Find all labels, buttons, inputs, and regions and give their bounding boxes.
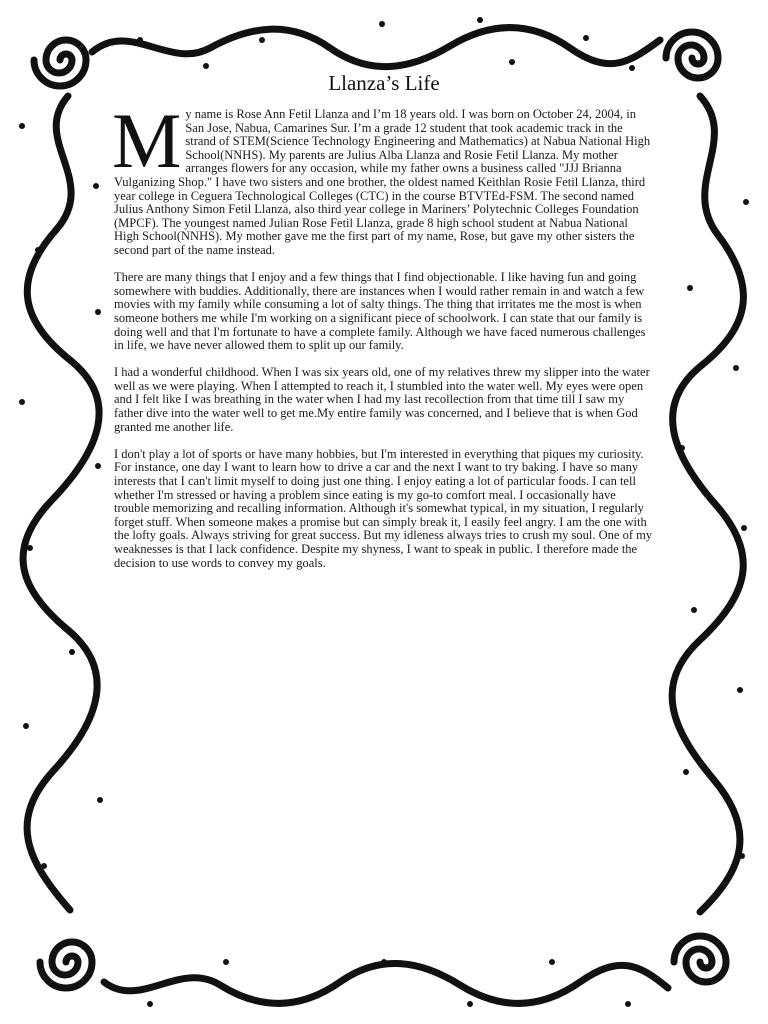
paragraph-text: y name is Rose Ann Fetil Llanza and I’m 18 years old. I was born on October 24, 2004, in San Jose, Nabua, Camarines Sur. I’m a grade 12 student that took academic track in the strand of STEM(Science Technology Engineering and Mathematics) at Nabua National High School(NNHS). My parents are Julius Alba Llanza and Rosie Fetil Llanza. My mother arranges flowers for any occasion, while my father owns a business called "JJJ Brianna Vulganizing Shop." I have two sisters and one brother, the oldest named Keithlan Rosie Fetil Llanza, third year college in Ceguera Technological Colleges (CTC) in the course BTVTEd-FSM. The second named Julius Anthony Simon Fetil Llanza, also third year college in Mariners’ Polytechnic Colleges Foundation (MPCF). The youngest named Julian Rose Fetil Llanza, grade 8 high school student at Nabua National High School(NNHS). My mother gave me the first part of my name, Rose, but gave my other sisters the second part of the name instead. [114,107,651,257]
paragraph: I had a wonderful childhood. When I was six years old, one of my relatives threw my slipper into the water well as we were playing. When I attempted to reach it, I stumbled into the water well. My eyes were open and I felt like I was breathing in the water when I had my last recollection from that time till I saw my father dive into the water well to get me.My entire family was concerned, and I believe that is when God granted me another life. [114,365,650,434]
page-title: Llanza’s Life [328,71,440,95]
left-border-squiggle [23,96,99,910]
paragraph: There are many things that I enjoy and a few things that I find objectionable. I like having fun and going somewhere with buddies. Additionally, there are instances when I would rather remain in and watch a few movies with my family while consuming a lot of salty things. The thing that irritates me the most is when someone bothers me while I'm working on a significant piece of schoolwork. I can state that our family is doing well and that I'm fortunate to have a complete family. Although we have faced numerous challenges in life, we have never allowed them to split up our family. [114,270,646,353]
bottom-right-spiral [674,936,726,982]
bottom-left-spiral [40,942,92,988]
essay-body [112,97,654,584]
top-border-squiggle [92,28,660,67]
bottom-border-squiggle [104,963,668,1003]
right-border-squiggle [672,96,743,912]
paragraph: I don't play a lot of sports or have many hobbies, but I'm interested in everything that piques my curiosity. For instance, one day I want to learn how to drive a car and the next I want to try baking. I have so many interests that I can't limit myself to doing just one thing. I enjoy eating a lot of particular foods. I can tell whether I'm stressed or having a problem since eating is my go-to comfort meal. I occasionally have trouble memorizing and recalling information. Although it's somewhat typical, in my situation, I regularly forget stuff. When someone makes a promise but can simply break it, I easily feel angry. I am the one with the lofty goals. Always striving for great success. But my idleness always tries to crush my soul. One of my weaknesses is that I lack confidence. Despite my shyness, I want to speak in public. I therefore made the decision to use words to convey my goals. [114,446,653,570]
paragraph [112,97,654,258]
drop-cap-letter: M [112,97,182,184]
